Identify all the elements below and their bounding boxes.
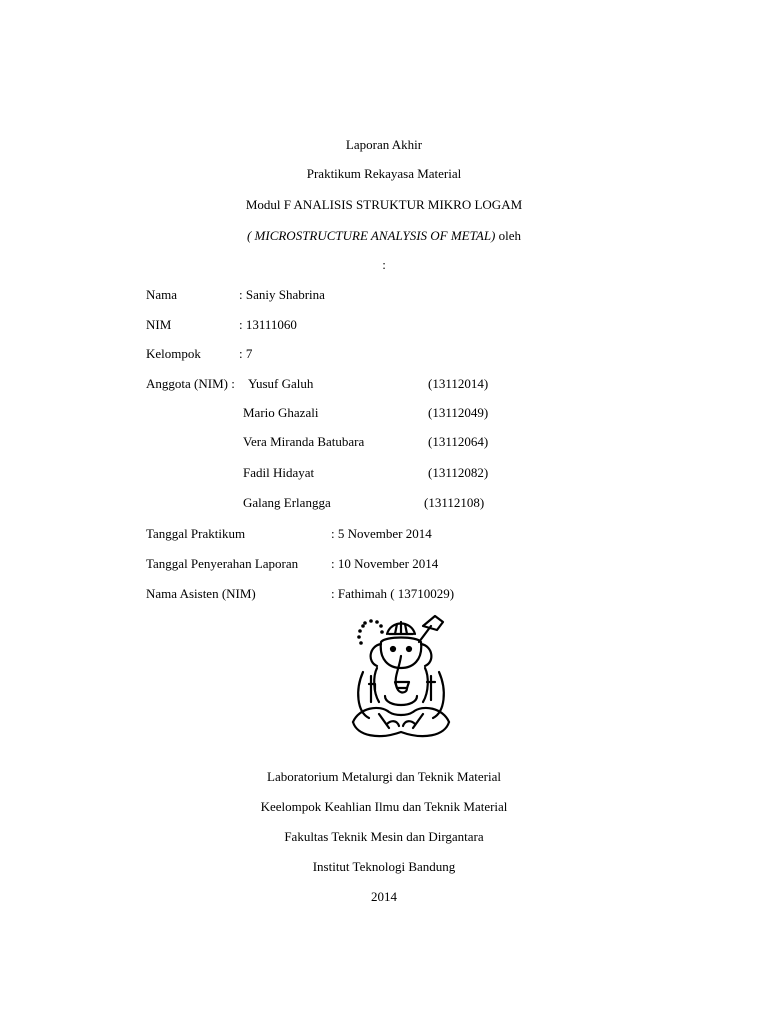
footer-year: 2014: [371, 889, 397, 904]
member-name: Vera Miranda Batubara: [243, 434, 365, 449]
course-title: Praktikum Rekayasa Material: [306, 166, 462, 181]
nim-label: NIM: [146, 317, 172, 332]
footer-institute: Institut Teknologi Bandung: [312, 859, 456, 874]
anggota-label: Anggota (NIM) :: [146, 376, 235, 391]
module-subtitle-english: ( MICROSTRUCTURE ANALYSIS OF METAL): [246, 228, 496, 243]
member-nim: (13112082): [428, 465, 489, 480]
nama-asisten-label: Nama Asisten (NIM): [146, 586, 256, 601]
footer-kk: Keelompok Keahlian Ilmu dan Teknik Material: [260, 799, 508, 814]
nama-label: Nama: [146, 287, 178, 302]
member-name: Mario Ghazali: [243, 405, 319, 420]
footer-lab: Laboratorium Metalurgi dan Teknik Material: [267, 769, 501, 784]
tanggal-penyerahan-value: : 10 November 2014: [331, 556, 439, 571]
footer-faculty: Fakultas Teknik Mesin dan Dirgantara: [284, 829, 484, 844]
module-subtitle: [0, 228, 768, 244]
member-name: Fadil Hidayat: [243, 465, 315, 480]
module-subtitle-tail: oleh: [495, 228, 522, 243]
tanggal-praktikum-value: : 5 November 2014: [331, 526, 432, 541]
member-nim: (13112049): [428, 405, 489, 420]
member-name: Yusuf Galuh: [248, 376, 314, 391]
kelompok-value: : 7: [239, 346, 253, 361]
tanggal-praktikum-label: Tanggal Praktikum: [146, 526, 246, 541]
nama-value: : Saniy Shabrina: [239, 287, 325, 302]
ganesha-logo-icon: [349, 612, 453, 744]
kelompok-label: Kelompok: [146, 346, 201, 361]
member-name: Galang Erlangga: [243, 495, 331, 510]
tanggal-penyerahan-label: Tanggal Penyerahan Laporan: [146, 556, 299, 571]
nama-asisten-value: : Fathimah ( 13710029): [331, 586, 455, 601]
member-nim: (13112014): [428, 376, 489, 391]
nim-value: : 13111060: [239, 317, 297, 332]
ganesha-logo-svg: [349, 612, 453, 744]
colon-line: :: [382, 257, 386, 272]
member-nim: (13112064): [428, 434, 489, 449]
member-nim: (13112108): [424, 495, 485, 510]
module-title: Modul F ANALISIS STRUKTUR MIKRO LOGAM: [245, 197, 523, 212]
report-title: Laporan Akhir: [345, 137, 423, 152]
